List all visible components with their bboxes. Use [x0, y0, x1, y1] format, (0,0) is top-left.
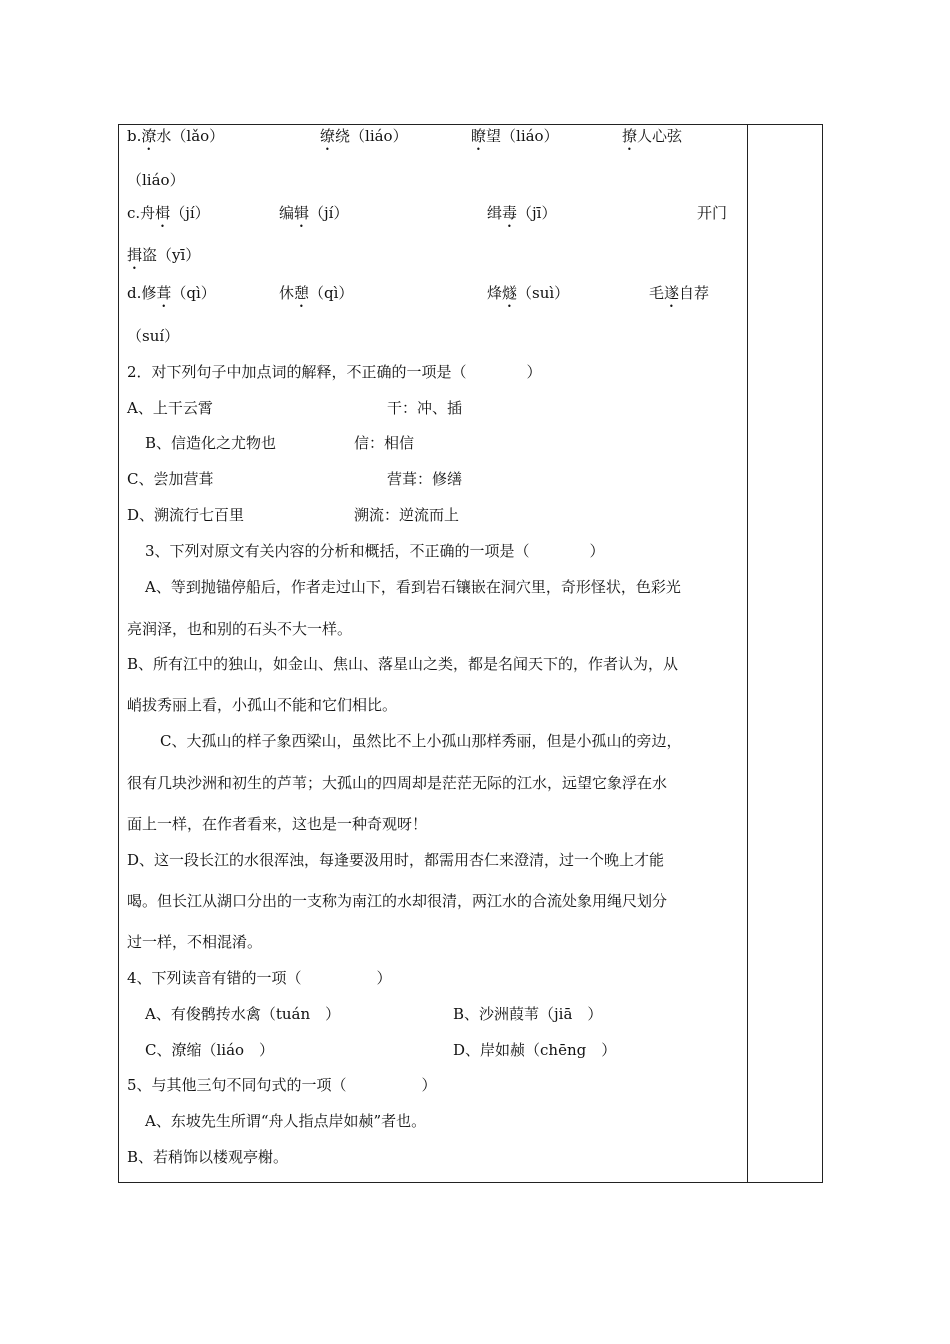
q1-b-item4: 撩人心弦	[622, 127, 683, 145]
q2-option-b-explanation: 信：相信	[354, 434, 415, 452]
q2-option-a-explanation: 干：冲、插	[387, 399, 463, 417]
q4-option-d: D、岸如赪（chēng ）	[453, 1041, 617, 1059]
q3-option-b-line1: B、所有江中的独山，如金山、焦山、落星山之类，都是名闻天下的，作者认为，从	[127, 655, 679, 673]
q2-option-d: D、溯流行七百里	[127, 506, 245, 524]
q1-c-item3: 缉毒（jī）	[487, 204, 557, 222]
q3-option-a-line2: 亮润泽，也和别的石头不大一样。	[127, 620, 353, 638]
q1-b-continuation: （liáo）	[127, 171, 185, 189]
q4-option-b: B、沙洲葭苇（jiā ）	[453, 1005, 603, 1023]
q5-option-b: B、若稍饰以楼观亭榭。	[127, 1148, 289, 1166]
q3-option-b-line2: 峭拔秀丽上看，小孤山不能和它们相比。	[127, 696, 398, 714]
q2-option-b: B、信造化之尤物也	[145, 434, 277, 452]
q3-option-d-line2: 喝。但长江从湖口分出的一支称为南江的水却很清，两江水的合流处象用绳尺划分	[127, 892, 668, 910]
q1-d-option: d.修葺（qì）	[127, 284, 216, 302]
q1-b-option: b.潦水（lǎo）	[127, 127, 225, 145]
q1-d-item3: 烽燧（suì）	[487, 284, 570, 302]
q3-option-c-line2: 很有几块沙洲和初生的芦苇；大孤山的四周却是茫茫无际的江水，远望它象浮在水	[127, 774, 668, 792]
q3-stem: 3、下列对原文有关内容的分析和概括，不正确的一项是（ ）	[145, 542, 605, 560]
q4-option-c: C、潦缩（liáo ）	[145, 1041, 275, 1059]
q3-option-d-line1: D、这一段长江的水很浑浊，每逢要汲用时，都需用杏仁来澄清，过一个晚上才能	[127, 851, 665, 869]
q5-option-a: A、东坡先生所谓“舟人指点岸如赪”者也。	[145, 1112, 427, 1130]
q2-option-c-explanation: 营葺：修缮	[387, 470, 463, 488]
q1-b-item2: 缭绕（liáo）	[320, 127, 408, 145]
q1-d-item2: 休憩（qì）	[279, 284, 354, 302]
q1-c-item4-start: 开门	[697, 204, 728, 222]
q1-c-item2: 编辑（jí）	[279, 204, 349, 222]
column-divider	[747, 124, 748, 1183]
q1-c-option: c.舟楫（jí）	[127, 204, 210, 222]
q3-option-d-line3: 过一样，不相混淆。	[127, 933, 263, 951]
q5-stem: 5、与其他三句不同句式的一项（ ）	[127, 1076, 437, 1094]
q1-c-item4-end: 揖盗（yī）	[127, 246, 201, 264]
q4-stem: 4、下列读音有错的一项（ ）	[127, 969, 392, 987]
q1-b-item3: 瞭望（liáo）	[471, 127, 559, 145]
q2-option-d-explanation: 溯流：逆流而上	[354, 506, 460, 524]
q2-option-a: A、上干云霄	[127, 399, 213, 417]
q2-stem: 2．对下列句子中加点词的解释，不正确的一项是（ ）	[127, 363, 542, 381]
q3-option-c-line3: 面上一样，在作者看来，这也是一种奇观呀！	[127, 815, 428, 833]
q3-option-c-line1: C、大孤山的样子象西梁山，虽然比不上小孤山那样秀丽，但是小孤山的旁边，	[160, 732, 682, 750]
q2-option-c: C、尝加营葺	[127, 470, 214, 488]
q1-d-item4: 毛遂自荐	[649, 284, 710, 302]
q3-option-a-line1: A、等到抛锚停船后，作者走过山下，看到岩石镶嵌在洞穴里，奇形怪状，色彩光	[145, 578, 681, 596]
q4-option-a: A、有俊鹘抟水禽（tuán ）	[145, 1005, 341, 1023]
q1-d-continuation: （suí）	[127, 327, 180, 345]
